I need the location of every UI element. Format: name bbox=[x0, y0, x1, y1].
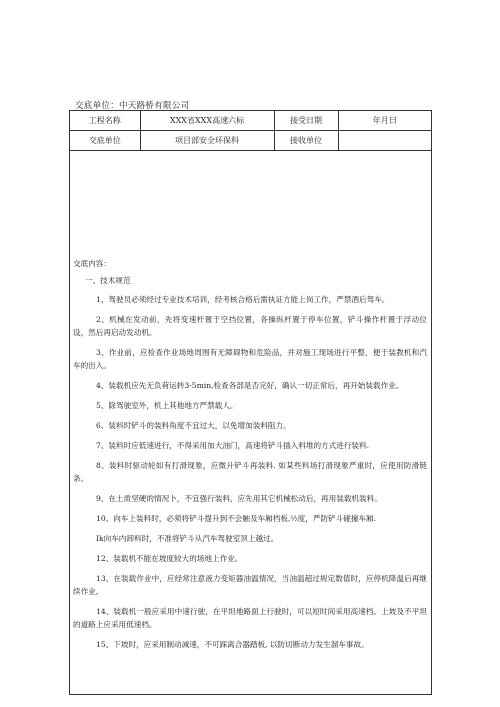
disclosing-unit-label: 交底单位 bbox=[70, 131, 140, 151]
rule-item: 12、装载机不能在坡度较大的场地上作业。 bbox=[96, 554, 243, 563]
rule-item: 15、下坡时，应采用制动减速，不可踩离合器踏板, 以防切断动力发生溜车事故。 bbox=[96, 640, 369, 649]
rule-item: Ik向车内卸料时，不准将铲斗从汽车驾驶室顶上越过。 bbox=[96, 534, 279, 543]
rule-item: 3、作业前，应检查作业场地周围有无障碍物和危险品，并对施工现场进行平整，便于装教机和汽车的出入。 bbox=[73, 348, 427, 370]
rule-item: 8、装料时驱动轮如有打滑现象，应微升铲斗再装料. 如某些料场打滑现象严重时，应使用防滑链条。 bbox=[73, 461, 427, 483]
info-table bbox=[70, 111, 431, 151]
rule-item: 7、装料时应低速进行，不得采用加大油门，高速将铲斗插入料堆的方式进行装料. bbox=[96, 441, 370, 450]
section-title: 一、技术规范 bbox=[85, 276, 131, 285]
info-row-project bbox=[70, 111, 431, 131]
disclosure-content bbox=[73, 257, 427, 658]
receive-date-value: 年月曰 bbox=[338, 111, 431, 131]
receive-date-label: 接受日期 bbox=[274, 111, 338, 131]
rule-item: 13、在装载作业中，应经常注意液力变矩器油温情况，当油温超过规定数值时，应停机降温后再继续作业。 bbox=[73, 574, 427, 596]
content-label: 交底内容： bbox=[73, 259, 111, 268]
rule-item: 2、机械在发动前，先将变速杆置于空挡位置，各操纵杆置于停车位置，铲斗操作杆置于浮动位设，然后再启动发动机。 bbox=[73, 315, 427, 337]
disclosure-sheet bbox=[69, 110, 432, 695]
rule-item: 14、装载机一般应采用中速行驶，在平坦地路面上行驶时，可以短时间采用高速档。上坡及不平坦的道路上应采用低速档。 bbox=[73, 607, 427, 629]
project-name-label: 工程名称 bbox=[70, 111, 140, 131]
rule-item: 4、装载机应先无负荷运转3-5min,检查各部是否完好，确认一切正常后，再开始装载作业。 bbox=[96, 381, 404, 390]
issuing-unit-value: 中天路桥有限公司 bbox=[119, 101, 190, 111]
rule-item: 5、除驾驶室外，机上其他地方严禁载人。 bbox=[96, 401, 238, 410]
disclosing-unit-value: 项目部安全环保科 bbox=[140, 131, 274, 151]
rule-item: 10、向车上装料时，必须将铲斗提升到不会触及车厢档板,½度，严防铲斗碰撞车厢. bbox=[96, 514, 377, 523]
project-name-value: XXX省XXX高速六标 bbox=[140, 111, 274, 131]
info-row-unit bbox=[70, 131, 431, 151]
receiving-unit-label: 接收单位 bbox=[274, 131, 338, 151]
issuing-unit-label: 交底单位： bbox=[75, 101, 120, 111]
receiving-unit-value bbox=[338, 131, 431, 151]
rule-item: 1、驾驶员必须经过专业技术培训，经考核合格后需执证方能上岗工作，严禁酒后驾车。 bbox=[96, 295, 390, 304]
rule-item: 6、装料时铲斗的装料角度不宜过大，以免增加装料阻力。 bbox=[96, 421, 291, 430]
rule-item: 9、在土质坚硬的情况卜，不宜强行装料，应先用其它机械松动后，再用装载机装料。 bbox=[96, 494, 382, 503]
